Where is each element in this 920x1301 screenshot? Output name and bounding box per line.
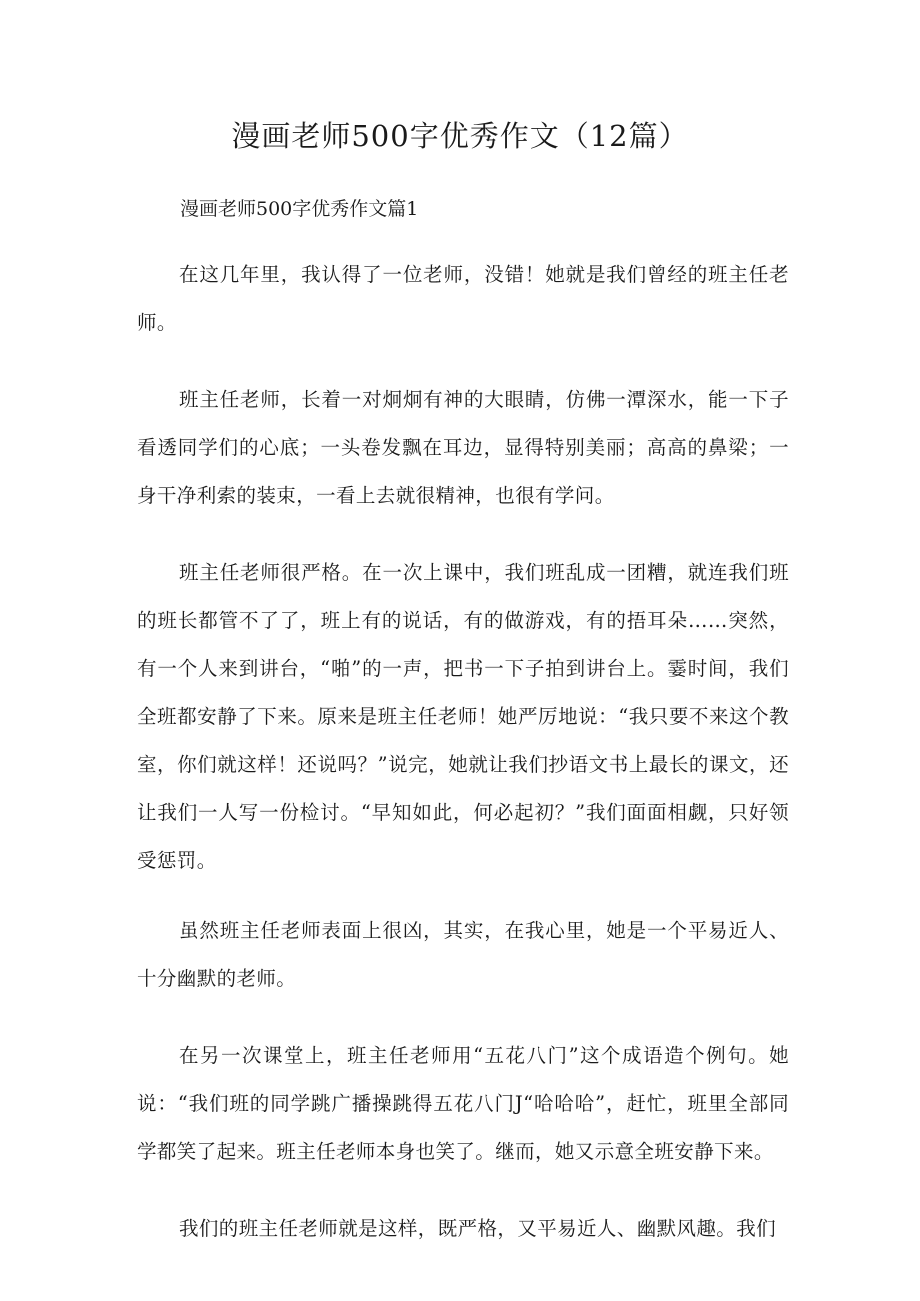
paragraph-4: 虽然班主任老师表面上很凶，其实，在我心里，她是一个平易近人、十分幽默的老师。 <box>137 919 789 990</box>
paragraph-2: 班主任老师，长着一对炯炯有神的大眼睛，仿佛一潭深水，能一下子看透同学们的心底；一头卷发飘在耳边，显得特别美丽；高高的鼻梁；一身干净利索的装束，一看上去就很精神，也很有学问。 <box>137 388 789 507</box>
paragraph-5: 在另一次课堂上，班主任老师用“五花八门”这个成语造个例句。她说：“我们班的同学跳广播操跳得五花八门J“哈哈哈”，赶忙，班里全部同学都笑了起来。班主任老师本身也笑了。继而，她又示意全班安静下来。 <box>137 1044 789 1163</box>
paragraph-1: 在这几年里，我认得了一位老师，没错！她就是我们曾经的班主任老师。 <box>137 263 789 334</box>
document-body <box>137 251 789 1282</box>
section-heading: 漫画老师500字优秀作文篇1 <box>180 198 419 220</box>
paragraph-6: 我们的班主任老师就是这样，既严格，又平易近人、幽默风趣。我们 <box>179 1217 777 1240</box>
paragraph-3: 班主任老师很严格。在一次上课中，我们班乱成一团糟，就连我们班的班长都管不了了，班上有的说话，有的做游戏，有的捂耳朵……突然，有一个人来到讲台，“啪”的一声，把书一下子拍到讲台上。霎时间，我们全班都安静了下来。原来是班主任老师！她严厉地说：“我只要不来这个教室，你们就这样！还说吗？”说完，她就让我们抄语文书上最长的课文，还让我们一人写一份检讨。“早知如此，何必起初？”我们面面相觑，只好领受惩罚。 <box>137 561 789 872</box>
document-title: 漫画老师500字优秀作文（12篇） <box>231 119 689 153</box>
